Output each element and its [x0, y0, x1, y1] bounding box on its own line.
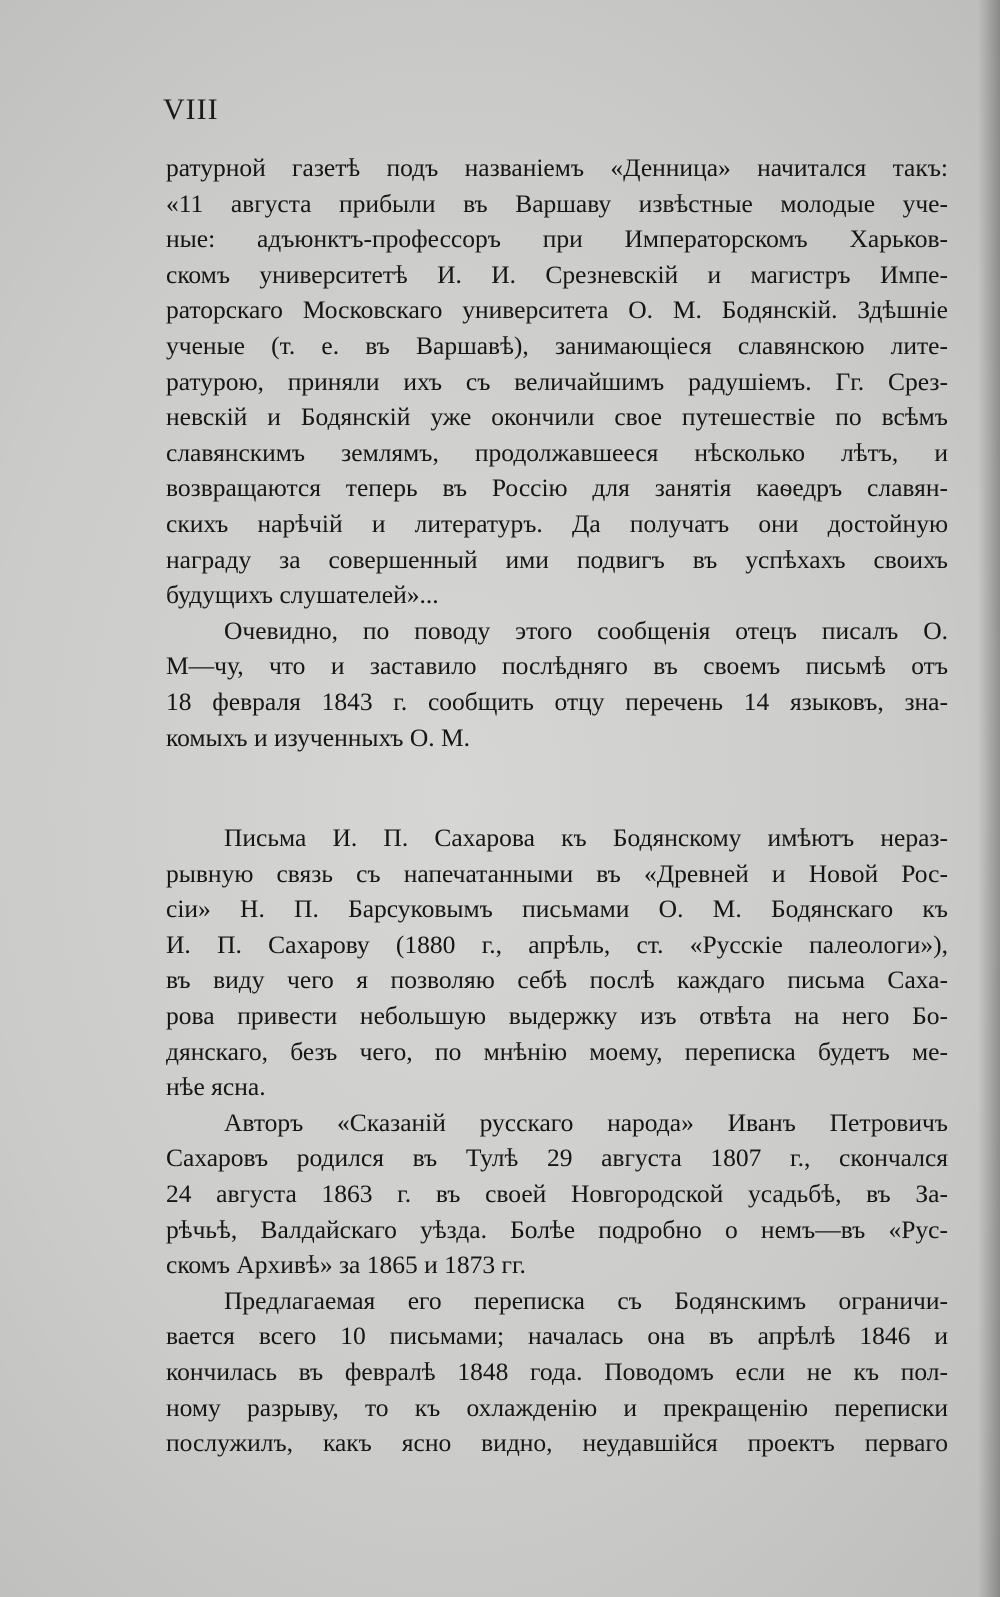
text-line: комыхъ и изученныхъ О. М.	[166, 722, 471, 752]
text-line: въ виду чего я позволяю себѣ послѣ каждаго письма Саха-	[166, 965, 948, 995]
text-line: М—чу, что и заставило послѣдняго въ своемъ письмѣ отъ	[166, 651, 948, 681]
text-line: награду за совершенный ими подвигъ въ успѣхахъ своихъ	[166, 544, 948, 574]
text-line: ратурою, приняли ихъ съ величайшимъ радушіемъ. Гг. Срез-	[166, 366, 948, 396]
text-line: рывную связь съ напечатанными въ «Древней и Новой Рос-	[166, 858, 948, 888]
text-line: славянскимъ землямъ, продолжавшееся нѣсколько лѣтъ, и	[166, 437, 948, 467]
text-block-2	[166, 820, 948, 1461]
text-line: скомъ университетѣ И. И. Срезневскій и магистръ Импе-	[166, 259, 948, 289]
text-line: дянскаго, безъ чего, по мнѣнію моему, переписка будетъ ме-	[166, 1036, 948, 1066]
text-line: 24 августа 1863 г. въ своей Новгородской усадьбѣ, въ За-	[166, 1178, 948, 1208]
text-line: ному разрыву, то къ охлажденію и прекращенію переписки	[166, 1392, 948, 1422]
text-line: вается всего 10 письмами; началась она въ апрѣлѣ 1846 и	[166, 1321, 948, 1351]
text-line: «11 августа прибыли въ Варшаву извѣстные молодые уче-	[166, 188, 948, 218]
text-line: Авторъ «Сказаній русскаго народа» Иванъ Петровичъ	[224, 1107, 948, 1137]
text-line: скихъ нарѣчій и литературъ. Да получатъ они достойную	[166, 508, 948, 538]
text-line: 18 февраля 1843 г. сообщить отцу перечень 14 языковъ, зна-	[166, 686, 948, 716]
text-line: невскій и Бодянскій уже окончили свое путешествіе по всѣмъ	[166, 402, 948, 432]
text-line: нѣе ясна.	[166, 1072, 266, 1102]
text-line: раторскаго Московскаго университета О. М. Бодянскій. Здѣшніе	[166, 295, 948, 325]
text-line: возвращаются теперь въ Россію для занятія каѳедръ славян-	[166, 473, 948, 503]
text-block-1	[166, 150, 948, 755]
text-line: послужилъ, какъ ясно видно, неудавшійся проектъ перваго	[166, 1428, 948, 1458]
text-line: будущихъ слушателей»...	[166, 580, 439, 610]
text-line: И. П. Сахарову (1880 г., апрѣль, ст. «Русскіе палеологи»),	[166, 929, 948, 959]
page-number: VIII	[163, 93, 219, 126]
text-line: рова привести небольшую выдержку изъ отвѣта на него Бо-	[166, 1000, 948, 1030]
page-edge-shadow	[978, 0, 1000, 1597]
text-line: сіи» Н. П. Барсуковымъ письмами О. М. Бодянскаго къ	[166, 894, 948, 924]
text-line: ные: адъюнктъ-профессоръ при Императорскомъ Харьков-	[166, 224, 948, 254]
text-line: Письма И. П. Сахарова къ Бодянскому имѣютъ нераз-	[224, 823, 948, 852]
text-line: скомъ Архивѣ» за 1865 и 1873 гг.	[166, 1250, 526, 1280]
text-line: рѣчьѣ, Валдайскаго уѣзда. Болѣе подробно о немъ—въ «Рус-	[166, 1214, 948, 1244]
text-line: Очевидно, по поводу этого сообщенія отецъ писалъ О.	[224, 615, 948, 645]
text-line: Сахаровъ родился въ Тулѣ 29 августа 1807 г., скончался	[166, 1143, 948, 1173]
text-line: ученые (т. е. въ Варшавѣ), занимающіеся славянскою лите-	[166, 330, 948, 360]
text-line: кончилась въ февралѣ 1848 года. Поводомъ если не къ пол-	[166, 1356, 948, 1386]
text-line: ратурной газетѣ подъ названіемъ «Денница» начитался такъ:	[166, 153, 948, 182]
text-line: Предлагаемая его переписка съ Бодянскимъ ограничи-	[224, 1285, 948, 1315]
